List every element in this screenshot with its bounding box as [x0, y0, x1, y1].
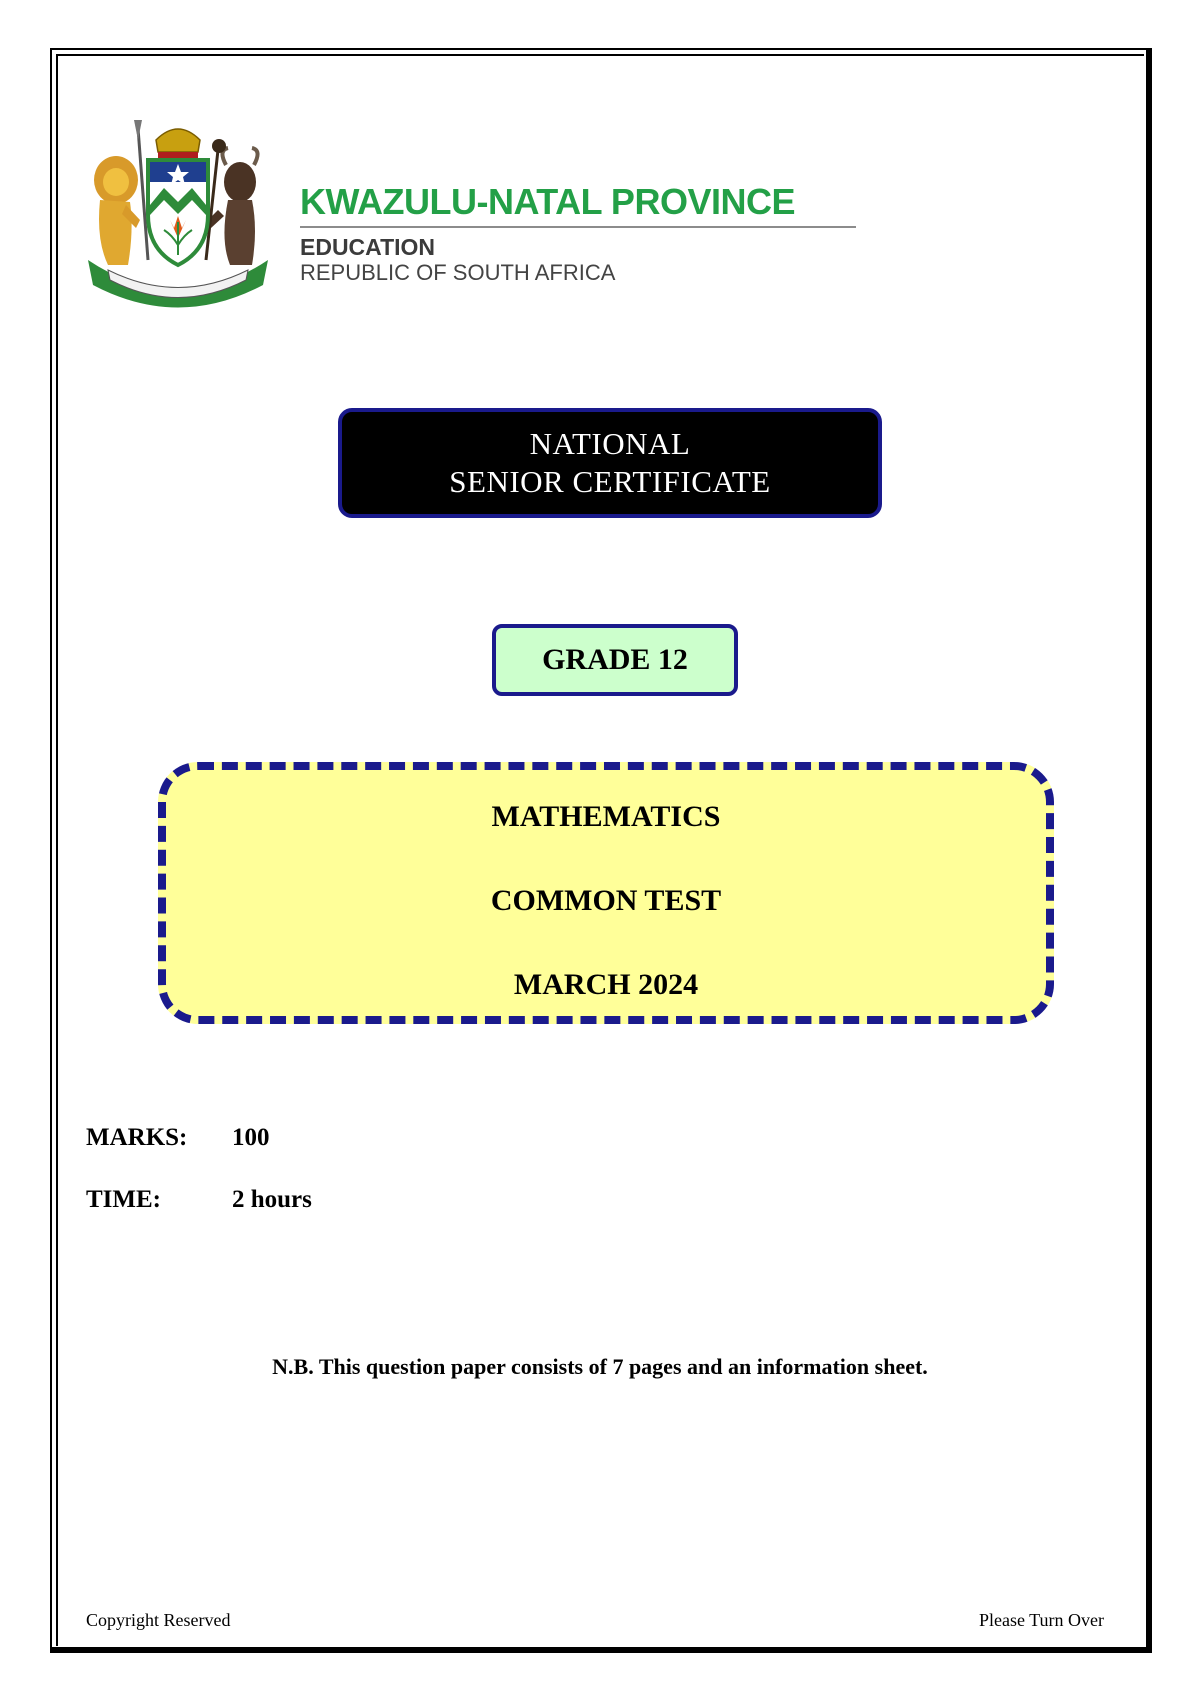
- certificate-line-2: SENIOR CERTIFICATE: [449, 464, 771, 499]
- page-count-note: N.B. This question paper consists of 7 pages and an information sheet.: [272, 1354, 928, 1379]
- department-name: EDUCATION: [300, 234, 436, 260]
- subject-name: MATHEMATICS: [491, 800, 721, 833]
- time-value: 2 hours: [232, 1186, 312, 1213]
- province-name: KWAZULU-NATAL PROVINCE: [300, 181, 795, 222]
- department-header: [300, 180, 860, 286]
- coat-of-arms-icon: [78, 110, 278, 310]
- footer-copyright: Copyright Reserved: [86, 1610, 231, 1630]
- marks-value: 100: [232, 1124, 270, 1151]
- time-label: TIME:: [86, 1186, 161, 1213]
- test-name: COMMON TEST: [490, 884, 722, 917]
- country-name: REPUBLIC OF SOUTH AFRICA: [300, 260, 616, 285]
- grade-badge: [492, 624, 738, 696]
- certificate-line-1: NATIONAL: [529, 426, 691, 461]
- header-divider: [300, 226, 856, 228]
- footer-turn-over: Please Turn Over: [979, 1610, 1104, 1630]
- subject-panel: [158, 762, 1054, 1024]
- grade-label: GRADE 12: [542, 643, 688, 676]
- marks-label: MARKS:: [86, 1124, 188, 1151]
- certificate-banner: [338, 408, 882, 518]
- test-date: MARCH 2024: [513, 968, 699, 1001]
